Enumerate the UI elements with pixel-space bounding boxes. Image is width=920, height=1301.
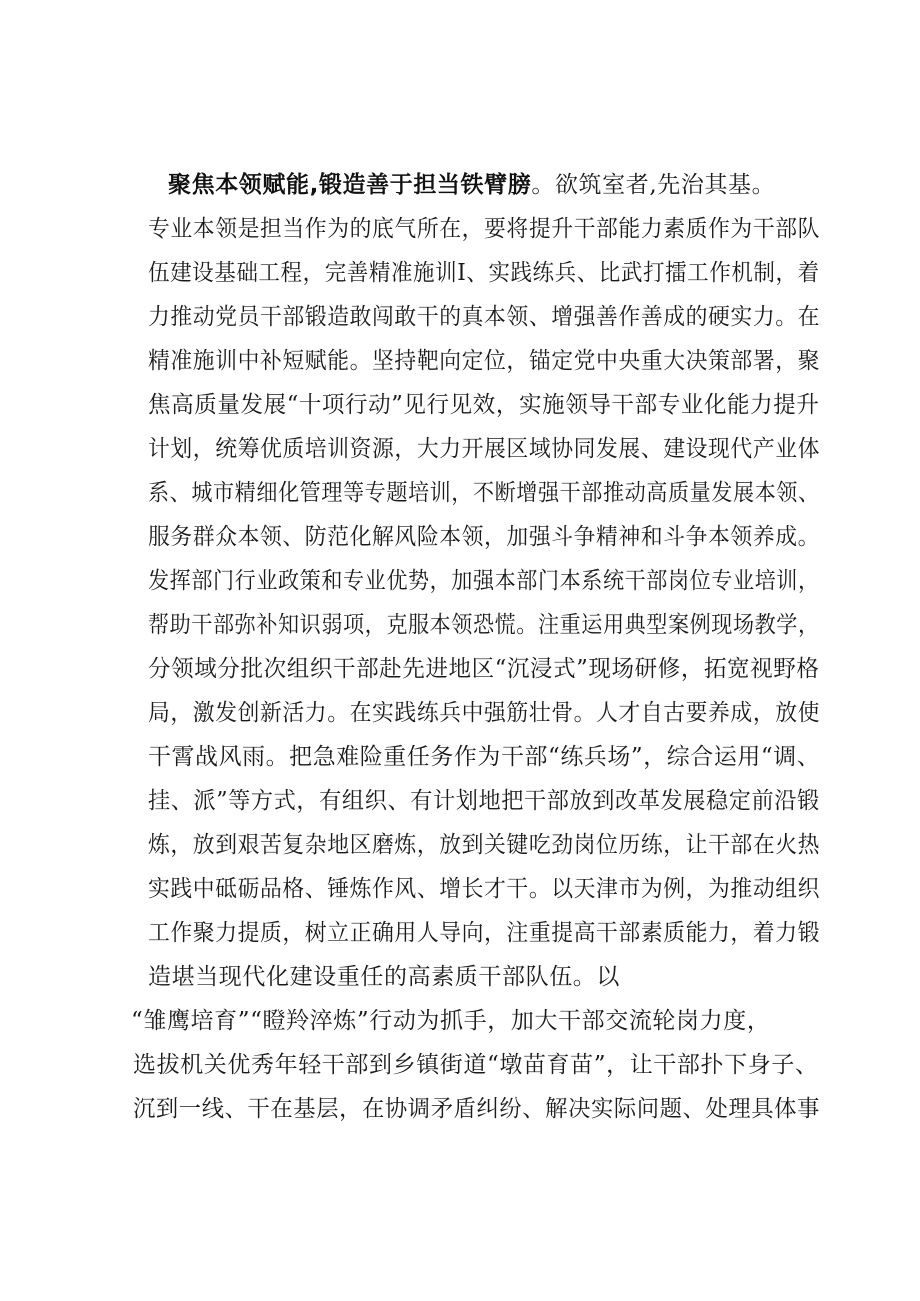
lead-sentence: 。欲筑室者,先治其基。 xyxy=(531,172,776,198)
paragraph-line: 发挥部门行业政策和专业优势，加强本部门本系统干部岗位专业培训， xyxy=(148,568,820,594)
paragraph-line: 焦高质量发展“十项行动”见行见效，实施领导干部专业化能力提升 xyxy=(148,392,820,418)
paragraph-line: “雏鹰培育”“瞪羚淬炼”行动为抓手，加大干部交流轮岗力度， xyxy=(131,1008,771,1034)
paragraph-line: 沉到一线、干在基层，在协调矛盾纠纷、解决实际问题、处理具体事 xyxy=(133,1096,820,1122)
lead-paragraph-line xyxy=(168,170,775,200)
lead-heading: 聚焦本领赋能,锻造善于担当铁臂膀 xyxy=(168,172,532,198)
paragraph-line: 挂、派”等方式，有组织、有计划地把干部放到改革发展稳定前沿锻 xyxy=(148,788,820,814)
paragraph-line: 实践中砥砺品格、锤炼作风、增长才干。以天津市为例，为推动组织 xyxy=(148,876,821,902)
paragraph-line: 干霄战风雨。把急难险重任务作为干部“练兵场”，综合运用“调、 xyxy=(148,744,821,770)
paragraph-line: 局，激发创新活力。在实践练兵中强筋壮骨。人才自古要养成，放使 xyxy=(148,700,821,726)
paragraph-line: 炼，放到艰苦复杂地区磨炼，放到关键吃劲岗位历练，让干部在火热 xyxy=(148,832,821,858)
paragraph-line: 造堪当现代化建设重任的高素质干部队伍。以 xyxy=(148,964,620,990)
paragraph-line: 伍建设基础工程，完善精准施训I、实践练兵、比武打擂工作机制，着 xyxy=(148,260,820,286)
paragraph-line: 专业本领是担当作为的底气所在，要将提升干部能力素质作为干部队 xyxy=(148,216,821,242)
paragraph-line: 服务群众本领、防范化解风险本领，加强斗争精神和斗争本领养成。 xyxy=(148,524,821,550)
paragraph-line: 选拔机关优秀年轻干部到乡镇街道“墩苗育苗”，让干部扑下身子、 xyxy=(133,1052,819,1078)
paragraph-line: 工作聚力提质，树立正确用人导向，注重提高干部素质能力，着力锻 xyxy=(148,920,821,946)
paragraph-line: 计划，统筹优质培训资源，大力开展区域协同发展、建设现代产业体 xyxy=(148,436,821,462)
paragraph-line: 力推动党员干部锻造敢闯敢干的真本领、增强善作善成的硬实力。在 xyxy=(148,304,821,330)
paragraph-line: 帮助干部弥补知识弱项，克服本领恐慌。注重运用典型案例现场教学， xyxy=(148,612,820,638)
paragraph-line: 系、城市精细化管理等专题培训，不断增强干部推动高质量发展本领、 xyxy=(148,480,820,506)
paragraph-line: 分领域分批次组织干部赴先进地区“沉浸式”现场研修，拓宽视野格 xyxy=(148,656,820,682)
paragraph-line: 精准施训中补短赋能。坚持靶向定位，锚定党中央重大决策部署，聚 xyxy=(148,348,821,374)
